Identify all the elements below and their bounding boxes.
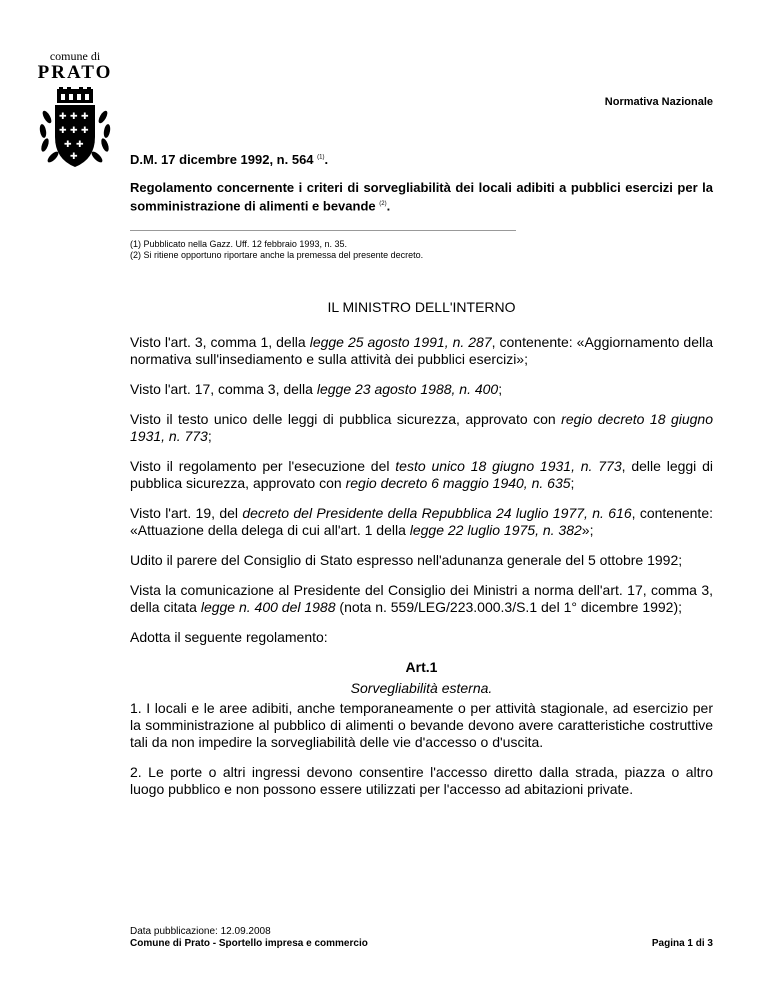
svg-text:✚: ✚ (81, 112, 89, 122)
publication-date: Data pubblicazione: 12.09.2008 (130, 926, 271, 937)
svg-text:✚: ✚ (70, 112, 78, 122)
coat-of-arms-icon (35, 87, 115, 173)
logo-comune-di: comune di (49, 49, 101, 63)
premise-paragraph: Adotta il seguente regolamento: (130, 629, 328, 646)
svg-text:✚: ✚ (59, 112, 67, 122)
article-number: Art.1 (405, 659, 438, 676)
article-paragraph: 2. Le porte o altri ingressi devono consentire l'accesso diretto dalla strada, piazza o altro luogo pubblico e non possono essere utilizzati per l'accesso ad abitazioni private. (130, 764, 713, 798)
decree-heading: D.M. 17 dicembre 1992, n. 564 $^{(1)}$. (130, 152, 329, 167)
office-name: Comune di Prato - Sportello impresa e commercio (130, 938, 368, 949)
document-body (130, 152, 713, 811)
prato-logo (34, 50, 116, 173)
page-number: Pagina 1 di 3 (651, 938, 713, 949)
premise-paragraph: Vista la comunicazione al Presidente del Consiglio dei Ministri a norma dell'art. 17, comma 3, della citata legge n. 400 del 1988 (nota n. 559/LEG/223.000.3/S.1 del 1° dicembre 1992); (130, 582, 713, 616)
premise-paragraph: Visto il regolamento per l'esecuzione del testo unico 18 giugno 1931, n. 773, delle leggi di pubblica sicurezza, approvato con regio decreto 6 maggio 1940, n. 635; (130, 458, 713, 492)
decree-text: D.M. 17 dicembre 1992, n. 564 (130, 152, 314, 167)
logo-prato: PRATO (37, 62, 113, 83)
svg-text:✚: ✚ (70, 126, 78, 136)
minister-heading: IL MINISTRO DELL'INTERNO (327, 299, 516, 316)
svg-text:✚: ✚ (59, 126, 67, 136)
svg-text:✚: ✚ (76, 140, 84, 150)
article-paragraph: 1. I locali e le aree adibiti, anche temporaneamente o per attività stagionale, ad esercizio per la somministrazione al pubblico di alimenti o bevande devono avere caratteristiche costruttive tali da non impedire la sorvegliabilità delle vie d'accesso o d'uscita. (130, 700, 713, 751)
svg-text:✚: ✚ (70, 152, 78, 162)
footnote-divider (130, 230, 516, 231)
header-tag: Normativa Nazionale (604, 96, 713, 108)
page-footer (130, 926, 713, 950)
article-title: Sorvegliabilità esterna. (350, 680, 493, 697)
title-footnote-ref: (2) (379, 201, 387, 207)
premise-paragraph: Visto l'art. 3, comma 1, della legge 25 agosto 1991, n. 287, contenente: «Aggiornamento della normativa sull'insediamento e sulla attività dei pubblici esercizi»; (130, 334, 713, 368)
footnote-2: (2) Si ritiene opportuno riportare anche la premessa del presente decreto. (130, 250, 424, 261)
svg-text:✚: ✚ (81, 126, 89, 136)
premise-paragraph: Visto l'art. 19, del decreto del Presidente della Repubblica 24 luglio 1977, n. 616, contenente: «Attuazione della delega di cui all'art. 1 della legge 22 luglio 1975, n. 382»; (130, 505, 714, 539)
premise-paragraph: Udito il parere del Consiglio di Stato espresso nell'adunanza generale del 5 ottobre 1992; (130, 552, 683, 569)
regulation-title-text: Regolamento concernente i criteri di sorvegliabilità dei locali adibiti a pubblici esercizi per la somministrazione di alimenti e bevande (130, 180, 713, 214)
decree-footnote-ref: (1) (317, 154, 325, 161)
premise-paragraph: Visto il testo unico delle leggi di pubblica sicurezza, approvato con regio decreto 18 giugno 1931, n. 773; (130, 411, 714, 445)
footnote-1: (1) Pubblicato nella Gazz. Uff. 12 febbraio 1993, n. 35. (130, 239, 347, 250)
svg-text:✚: ✚ (64, 140, 72, 150)
regulation-title: Regolamento concernente i criteri di sorvegliabilità dei locali adibiti a pubblici esercizi per la somministrazione di alimenti e bevande $^{(2)}$. (130, 180, 713, 214)
premise-paragraph: Visto l'art. 17, comma 3, della legge 23 agosto 1988, n. 400; (130, 381, 503, 398)
